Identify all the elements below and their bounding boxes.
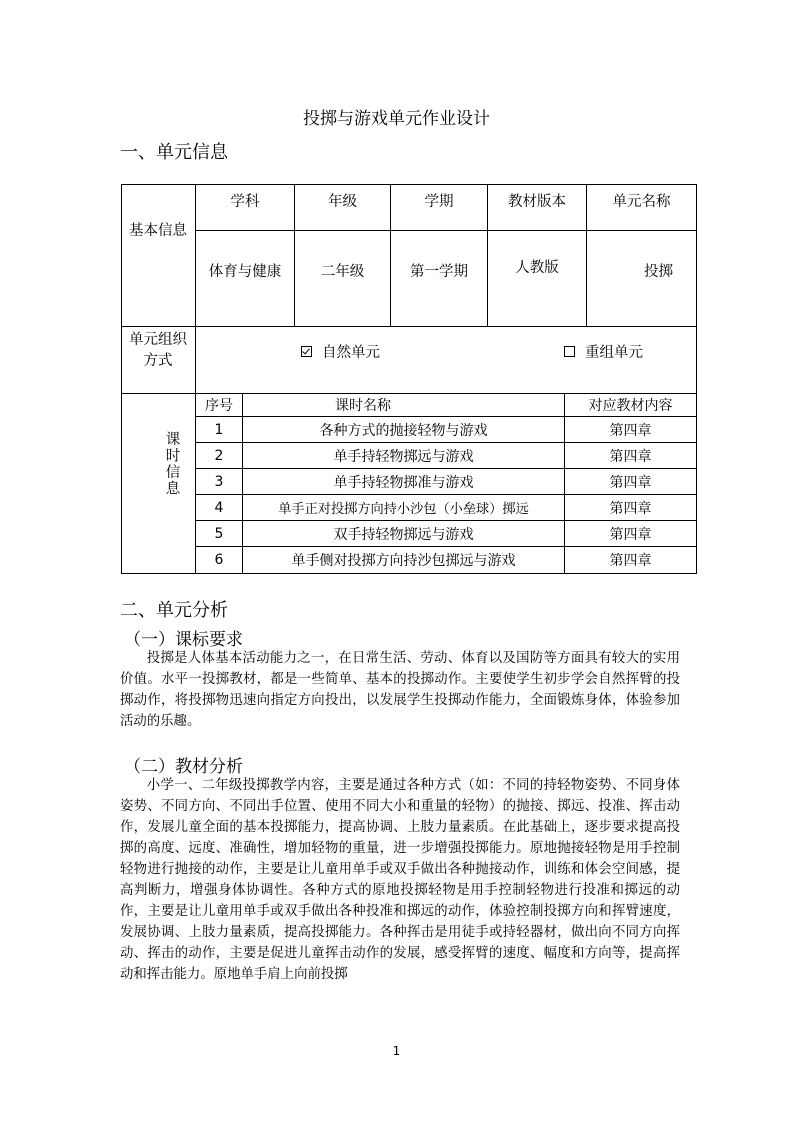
- header-grade: 年级: [328, 193, 357, 210]
- lesson-content: 第四章: [609, 448, 652, 465]
- section2-heading: 二、单元分析: [120, 600, 228, 621]
- option-regroup-unit-label: 重组单元: [585, 344, 643, 361]
- standards-paragraph: [120, 648, 680, 732]
- value-grade: 二年级: [320, 263, 365, 280]
- checkbox-empty-icon[interactable]: [564, 346, 575, 357]
- lesson-no: 2: [214, 447, 224, 464]
- lesson-name: 单手正对投掷方向持小沙包（小垒球）掷远: [278, 502, 529, 517]
- lessons-label: 课时信息: [163, 431, 180, 497]
- value-textbook: 人教版: [515, 259, 559, 276]
- header-unit-name: 单元名称: [612, 193, 671, 210]
- lessons-header-name: 课时名称: [335, 398, 391, 414]
- lessons-header-no: 序号: [205, 398, 233, 414]
- option-natural-unit[interactable]: [301, 339, 411, 363]
- standards-text: 投掷是人体基本活动能力之一，在日常生活、劳动、体育以及国防等方面具有较大的实用价值。水平一投掷教材，都是一些简单、基本的投掷动作。主要使学生初步学会自然挥臂的投掷动作，将投掷物迅速向指定方向投出，以发展学生投掷动作能力，全面锻炼身体，体验参加活动的乐趣。: [120, 651, 680, 729]
- section1-heading: 一、单元信息: [120, 142, 228, 163]
- header-subject: 学科: [230, 193, 260, 210]
- option-regroup-unit[interactable]: [564, 339, 674, 363]
- lesson-name: 双手持轻物掷远与游戏: [333, 526, 474, 543]
- lesson-content: 第四章: [609, 526, 652, 543]
- option-natural-unit-label: 自然单元: [322, 344, 380, 361]
- value-subject: 体育与健康: [208, 263, 282, 280]
- checkbox-checked-icon[interactable]: [301, 346, 312, 357]
- value-unit-name: 投掷: [644, 263, 673, 280]
- lesson-no: 1: [214, 421, 224, 438]
- lesson-no: 4: [214, 499, 224, 516]
- lesson-no: 5: [214, 525, 224, 542]
- subsection-textbook-heading: （二）教材分析: [124, 757, 243, 777]
- page-number: 1: [392, 1044, 401, 1058]
- unit-info-table: [121, 184, 697, 574]
- lesson-name: 单手侧对投掷方向持沙包掷远与游戏: [291, 553, 516, 569]
- document-title: 投掷与游戏单元作业设计: [303, 109, 490, 129]
- lesson-content: 第四章: [609, 553, 652, 569]
- lessons-header-content: 对应教材内容: [588, 398, 673, 414]
- header-textbook: 教材版本: [508, 193, 566, 210]
- organization-label: 单元组织方式: [129, 332, 187, 369]
- header-term: 学期: [424, 193, 454, 210]
- lesson-content: 第四章: [609, 422, 652, 439]
- textbook-paragraph: [120, 775, 680, 985]
- basic-info-label: 基本信息: [129, 222, 187, 239]
- lesson-name: 各种方式的抛接轻物与游戏: [319, 422, 488, 439]
- lesson-name: 单手持轻物掷准与游戏: [333, 474, 474, 491]
- textbook-text: 小学一、二年级投掷教学内容，主要是通过各种方式（如：不同的持轻物姿势、不同身体姿势、不同方向、不同出手位置、使用不同大小和重量的轻物）的抛接、掷远、投准、挥击动作，发展儿童全面的基本投掷能力，提高协调、上肢力量素质。在此基础上，逐步要求提高投掷的高度、远度、准确性，增加轻物的重量，进一步增强投掷能力。原地抛接轻物是用手控制轻物进行抛接的动作，主要是让儿童用单手或双手做出各种抛接动作，训练和体会空间感，提高判断力，增强身体协调性。各种方式的原地投掷轻物是用手控制轻物进行投准和掷远的动作，主要是让儿童用单手或双手做出各种投准和掷远的动作，体验控制投掷方向和挥臂速度，发展协调、上肢力量素质，提高投掷能力。各种挥击是用徒手或持轻器材，做出向不同方向挥动、挥击的动作，主要是促进儿童挥击动作的发展，感受挥臂的速度、幅度和方向等，提高挥动和挥击能力。原地单手肩上向前投掷: [120, 778, 680, 982]
- lesson-no: 3: [214, 473, 224, 490]
- lesson-no: 6: [214, 552, 224, 568]
- value-term: 第一学期: [410, 263, 468, 280]
- lesson-content: 第四章: [609, 474, 652, 491]
- lesson-name: 单手持轻物掷远与游戏: [333, 448, 474, 465]
- lesson-content: 第四章: [609, 500, 652, 517]
- subsection-standards-heading: （一）课标要求: [124, 630, 243, 650]
